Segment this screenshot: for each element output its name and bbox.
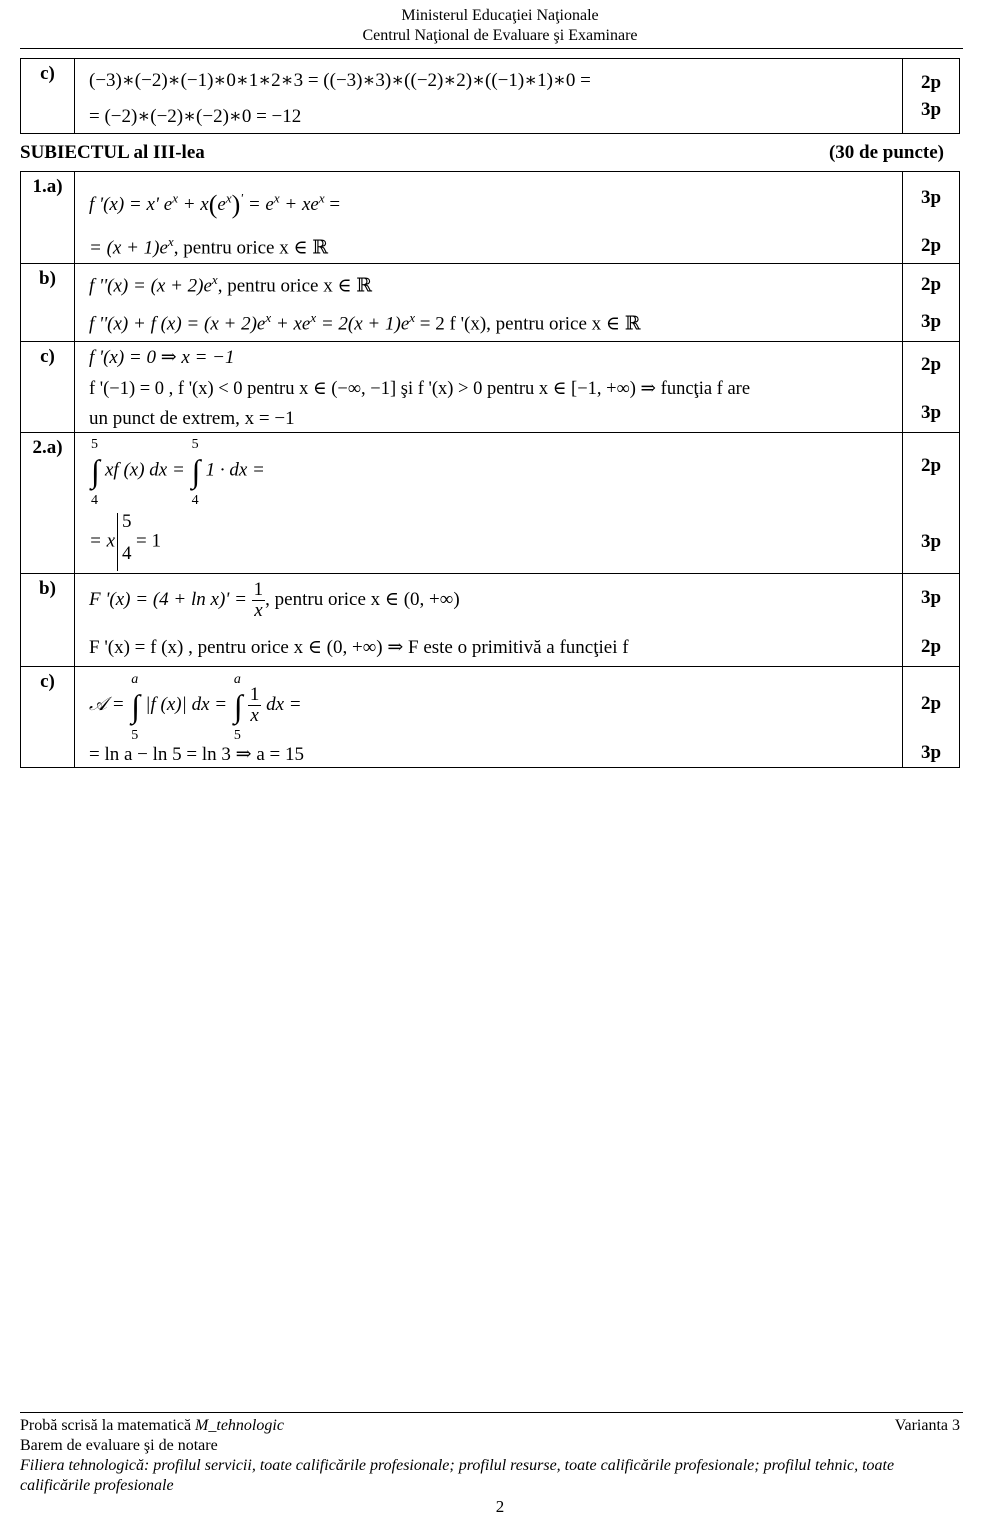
integral-lower: 4 (91, 493, 98, 508)
equation-line-1: f ''$(x) = (x + 2)e^x$, pentru orice x ∈ ℝ (89, 272, 373, 297)
points-value: 2p (920, 235, 942, 256)
fraction (252, 580, 266, 621)
fraction-denominator: x (250, 705, 259, 726)
row-label: c) (21, 667, 75, 768)
points-value: 2p (920, 693, 942, 714)
row-content (75, 342, 903, 433)
integral-upper: a (131, 671, 139, 687)
fraction-numerator: 1 (249, 684, 260, 705)
row-content (75, 264, 903, 342)
eq-part: = 2(x + 1)e (316, 313, 410, 335)
eq-part: , pentru orice x ∈ ℝ (173, 237, 329, 259)
eval-upper: 5 (122, 511, 132, 532)
points-value: 3p (920, 742, 942, 763)
footer-divider (20, 1412, 963, 1413)
equation-line-2: f ''(x) + f $(x) = (x + 2)e^x + xe^x = 2(x + 1)e^x = 2$ f '(x), pentru orice x ∈ ℝ (89, 310, 641, 335)
points-cell (903, 433, 960, 574)
footer-line-2: Barem de evaluare şi de notare (20, 1437, 218, 1454)
equation-line-1 (89, 437, 265, 508)
points-value: 2p (920, 274, 942, 295)
eq-part: dx = (261, 693, 302, 715)
eval-lower: 4 (122, 543, 132, 564)
points-value: 2p (920, 354, 942, 375)
eq-part: + x (177, 194, 209, 215)
integral-lower: 5 (131, 727, 139, 743)
points-value: 2p (920, 72, 942, 93)
points-value: 3p (920, 99, 942, 120)
footer-variant: Varianta 3 (894, 1417, 960, 1434)
row-2c (21, 667, 960, 768)
eq-part: = 1 (136, 530, 161, 552)
integral-sign: 5 ∫ 4 (91, 437, 100, 508)
row-content (75, 433, 903, 574)
points-cell (903, 59, 960, 134)
page-header (0, 6, 1000, 46)
eq-part: , pentru orice x ∈ ℝ (217, 275, 373, 297)
eq-part: F '(x) = (4 + ln x)' = (89, 588, 252, 610)
eq-part: 𝒜 = (89, 693, 130, 715)
eq-part: |f (x)| dx = (145, 693, 232, 715)
eq-part: = (324, 194, 341, 215)
section-points: (30 de puncte) (828, 142, 944, 163)
row-2b (21, 574, 960, 667)
eq-part: xf (x) dx = (105, 459, 190, 481)
equation-line-3: un punct de extrem, x = −1 (89, 408, 295, 429)
equation-line-2 (89, 513, 161, 571)
fraction (248, 685, 262, 726)
footer-exam: Probă scrisă la matematică (20, 1417, 196, 1434)
points-cell (903, 264, 960, 342)
row-label: b) (21, 574, 75, 667)
equation-line-1: f '(x) = x' $e^x + x(e^x)' = e^x + xe^x$ = (89, 190, 341, 219)
page-footer (20, 1416, 960, 1496)
footer-line-1 (20, 1416, 960, 1436)
equation-line-2: = (−2)∗(−2)∗(−2)∗0 = −12 (89, 106, 302, 127)
equation-line-1 (89, 580, 460, 621)
row-1b (21, 264, 960, 342)
equation-line-2: f '(−1) = 0 , f '(x) < 0 pentru x ∈ (−∞, −1] şi f '(x) > 0 pentru x ∈ [−1, +∞) ⇒ funcţia f are (89, 379, 751, 399)
row-label: c) (21, 59, 75, 134)
equation-line-2: = $(x + 1)e^x$, pentru orice x ∈ ℝ (89, 234, 329, 259)
row-content (75, 667, 903, 768)
row-label: 1.a) (21, 172, 75, 264)
eq-part: f ''(x) = (x + 2)e (89, 275, 212, 297)
header-center: Centrul Naţional de Evaluare şi Examinare (362, 27, 638, 44)
row-1a (21, 172, 960, 264)
row-2a (21, 433, 960, 574)
eq-part: + xe (271, 313, 311, 335)
integral-sign: a ∫ 5 (233, 671, 243, 743)
eq-part: f ''(x) + f (x) = (x + 2)e (89, 313, 266, 335)
eq-part: 1 · dx = (205, 459, 265, 481)
points-value: 3p (920, 531, 942, 552)
eq-part: = (x + 1)e (89, 237, 168, 259)
row-content (75, 59, 903, 134)
row-content (75, 172, 903, 264)
header-divider (20, 48, 963, 49)
integral-upper: 5 (91, 437, 98, 452)
row-content (75, 574, 903, 667)
eq-part: + xe (279, 194, 319, 215)
points-cell (903, 342, 960, 433)
equation-line-1 (89, 671, 302, 743)
points-cell (903, 574, 960, 667)
points-value: 3p (920, 402, 942, 423)
row-label: 2.a) (21, 433, 75, 574)
footer-line-3: Filiera tehnologică: profilul servicii, toate calificările profesionale; profilul resurse, toate calificările profesionale; profilul tehnic, toate calificările profesionale (20, 1457, 895, 1494)
points-value: 3p (920, 311, 942, 332)
points-value: 2p (920, 455, 942, 476)
points-cell (903, 172, 960, 264)
section-heading (20, 142, 944, 164)
eq-part: , pentru orice x ∈ (0, +∞) (265, 588, 460, 610)
row-1c (21, 342, 960, 433)
eq-part: = e (243, 194, 274, 215)
evaluation-bar (117, 513, 136, 571)
page-number: 2 (495, 1497, 505, 1516)
equation-line-2: F '(x) = f (x) , pentru orice x ∈ (0, +∞) ⇒ F este o primitivă a funcţiei f (89, 637, 629, 658)
eq-part: f '(x) = x' e (89, 194, 173, 215)
footer-profile: M_tehnologic (195, 1417, 284, 1434)
fraction-denominator: x (254, 600, 263, 621)
equation-line-2: = ln a − ln 5 = ln 3 ⇒ a = 15 (89, 744, 304, 765)
points-value: 2p (920, 636, 942, 657)
part-iii-table (20, 171, 960, 768)
equation-line-1: f '(x) = 0 ⇒ x = −1 (89, 347, 235, 368)
equation-line-1: (−3)∗(−2)∗(−1)∗0∗1∗2∗3 = ((−3)∗3)∗((−2)∗2)∗((−1)∗1)∗0 = (89, 70, 591, 91)
points-value: 3p (920, 587, 942, 608)
part-ii-c-table (20, 58, 960, 134)
header-ministry: Ministerul Educaţiei Naţionale (401, 7, 599, 24)
row-label: b) (21, 264, 75, 342)
fraction-numerator: 1 (253, 579, 264, 600)
eq-part: = 2 f '(x), pentru orice x ∈ ℝ (415, 313, 641, 335)
points-cell (903, 667, 960, 768)
integral-sign: a ∫ 5 (131, 671, 141, 743)
row-label: c) (21, 342, 75, 433)
section-title: SUBIECTUL al III-lea (20, 142, 205, 163)
eq-part: = x (89, 530, 116, 552)
points-value: 3p (920, 187, 942, 208)
integral-sign: 5 ∫ 4 (191, 437, 201, 508)
